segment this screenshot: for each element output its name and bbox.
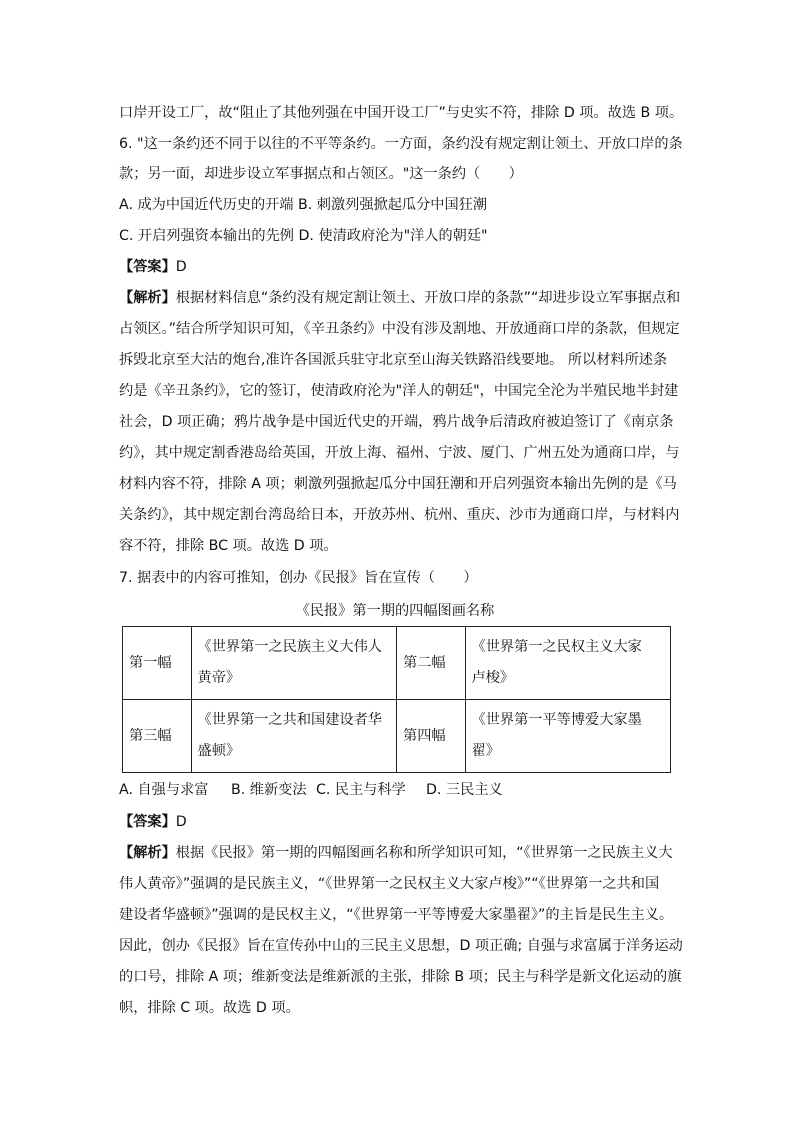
table-cell-label: 第一幅 <box>123 627 192 700</box>
question-6-explanation: 材料内容不符，排除 A 项；刺激列强掀起瓜分中国狂潮和开启列强资本输出先例的是《马 <box>119 476 677 492</box>
table-cell-label: 第三幅 <box>123 700 192 773</box>
title-line: 《世界第一平等博爱大家墨 <box>471 712 642 728</box>
question-7-options <box>119 780 689 800</box>
question-6-explanation: 关条约》，其中规定割台湾岛给日本，开放苏州、杭州、重庆、沙市为通商口岸，与材料内 <box>119 507 680 523</box>
title-line: 《世界第一之民族主义大伟人 <box>197 639 382 655</box>
question-6-explanation: 拆毁北京至大沽的炮台,准许各国派兵驻守北京至山海关铁路沿线要地。 所以材料所述条 <box>119 352 668 368</box>
title-line: 盛顿》 <box>197 743 241 759</box>
question-6-options: C. 开启列强资本输出的先例 D. 使清政府沦为"洋人的朝廷" <box>119 228 488 244</box>
question-7-answer: 【答案】D <box>119 814 187 830</box>
table-row <box>123 627 671 700</box>
question-7-stem: 7. 据表中的内容可推知，创办《民报》旨在宣传（ ） <box>119 570 478 586</box>
question-6-explanation: 容不符，排除 BC 项。故选 D 项。 <box>119 538 338 554</box>
question-6-explanation: 约》，其中规定割香港岛给英国，开放上海、福州、宁波、厦门、广州五处为通商口岸，与 <box>119 445 680 461</box>
text-line: 口岸开设工厂，故“阻止了其他列强在中国开设工厂”与史实不符，排除 D 项。故选 B 项。 <box>119 105 684 121</box>
table-caption: 《民报》第一期的四幅图画名称 <box>295 603 495 619</box>
question-7-explanation: 建设者华盛顿》”强调的是民权主义，“《世界第一平等博爱大家墨翟》”的主旨是民生主义。 <box>119 907 674 923</box>
question-6-explanation: 社会，D 项正确；鸦片战争是中国近代史的开端，鸦片战争后清政府被迫签订了《南京条 <box>119 414 674 430</box>
pictures-table <box>122 626 671 773</box>
table-cell-title <box>465 700 671 773</box>
question-6-stem: 款；另一面，却进步设立军事据点和占领区。"这一条约（ ） <box>119 166 523 182</box>
title-line: 《世界第一之共和国建设者华 <box>197 712 382 728</box>
question-6-explanation: 【解析】根据材料信息“条约没有规定割让领土、开放口岸的条款”“却进步设立军事据点和 <box>119 290 681 306</box>
title-line: 卢梭》 <box>471 670 515 686</box>
question-7-explanation: 帜，排除 C 项。故选 D 项。 <box>119 1000 300 1016</box>
question-7-explanation: 【解析】根据《民报》第一期的四幅图画名称和所学知识可知，“《世界第一之民族主义大 <box>119 845 673 861</box>
option-c: C. 民主与科学 <box>316 782 406 798</box>
table-cell-title <box>191 700 397 773</box>
question-6-explanation: 占领区。”结合所学知识可知，《辛丑条约》中没有涉及割地、开放通商口岸的条款，但规定 <box>119 321 680 337</box>
question-7-explanation: 伟人黄帝》”强调的是民族主义，“《世界第一之民权主义大家卢梭》”“《世界第一之共和国 <box>119 876 660 892</box>
question-6-stem: 6. "这一条约还不同于以往的不平等条约。一方面，条约没有规定割让领土、开放口岸的条 <box>119 136 683 152</box>
question-6-options: A. 成为中国近代历史的开端 B. 刺激列强掀起瓜分中国狂潮 <box>119 197 488 213</box>
table-cell-title <box>465 627 671 700</box>
question-6-answer: 【答案】D <box>119 259 187 275</box>
table-row <box>123 700 671 773</box>
option-b: B. 维新变法 <box>231 782 307 798</box>
option-d: D. 三民主义 <box>426 782 503 798</box>
table-cell-label: 第四幅 <box>397 700 466 773</box>
title-line: 《世界第一之民权主义大家 <box>471 639 642 655</box>
table-cell-title <box>191 627 397 700</box>
question-6-explanation: 约是《辛丑条约》，它的签订，使清政府沦为"洋人的朝廷"，中国完全沦为半殖民地半封建 <box>119 383 679 399</box>
title-line: 黄帝》 <box>197 670 241 686</box>
table-cell-label: 第二幅 <box>397 627 466 700</box>
option-a: A. 自强与求富 <box>119 782 209 798</box>
question-7-explanation: 的口号，排除 A 项；维新变法是维新派的主张，排除 B 项；民主与科学是新文化运动的旗 <box>119 969 682 985</box>
question-7-explanation: 因此，创办《民报》旨在宣传孙中山的三民主义思想，D 项正确; 自强与求富属于洋务运动 <box>119 938 683 954</box>
title-line: 翟》 <box>471 743 500 759</box>
